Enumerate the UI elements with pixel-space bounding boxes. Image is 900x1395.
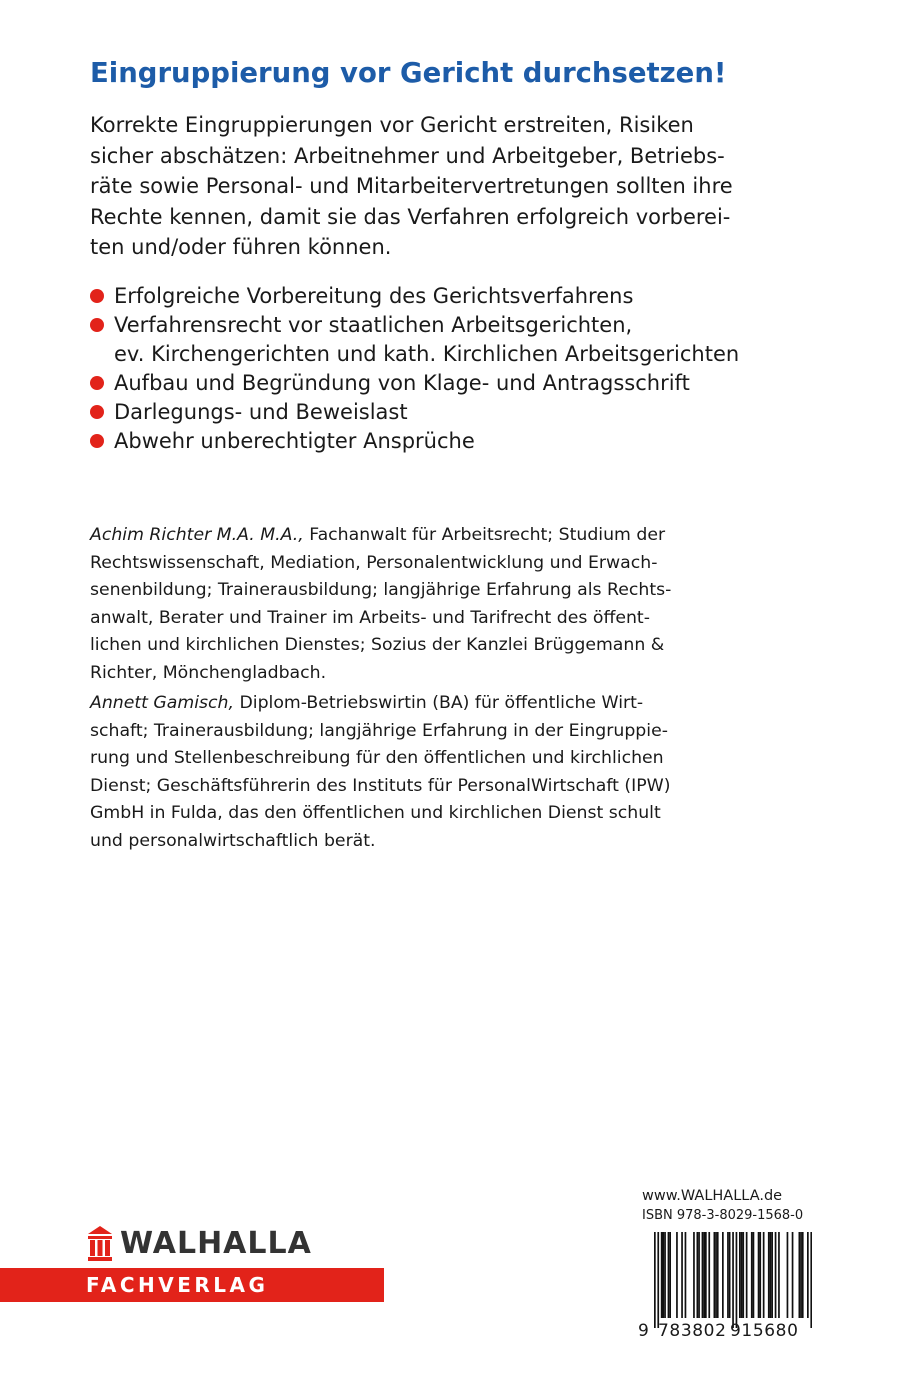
barcode-bar	[742, 1232, 744, 1318]
barcode-bar	[775, 1232, 777, 1318]
list-item	[90, 311, 850, 369]
barcode-bar	[729, 1232, 731, 1318]
author-bio-richter	[90, 522, 810, 687]
barcode-bar	[778, 1232, 780, 1318]
barcode-bar	[715, 1232, 717, 1318]
barcode-bar	[703, 1232, 705, 1318]
bullet-dot-icon	[90, 405, 104, 419]
barcode-bar	[708, 1232, 710, 1318]
barcode-bar	[663, 1232, 665, 1318]
barcode-bar	[739, 1232, 741, 1318]
barcode-bar	[717, 1232, 719, 1318]
publisher-name: WALHALLA	[120, 1226, 312, 1261]
temple-columns-icon	[88, 1226, 112, 1262]
list-item	[90, 369, 850, 398]
barcode-bar	[727, 1232, 729, 1318]
barcode-bar	[799, 1232, 801, 1318]
list-item-text: Aufbau und Begründung von Klage- und Antragsschrift	[114, 371, 690, 395]
bio-line: anwalt, Berater und Trainer im Arbeits- und Tarifrecht des öffent-	[90, 607, 650, 628]
barcode-bar	[751, 1232, 753, 1318]
list-item-text: Erfolgreiche Vorbereitung des Gerichtsverfahrens	[114, 284, 634, 308]
bullet-dot-icon	[90, 289, 104, 303]
barcode-block	[636, 1182, 814, 1372]
list-item-text: Verfahrensrecht vor staatlichen Arbeitsgerichten,	[114, 313, 633, 337]
list-item	[90, 427, 850, 456]
intro-paragraph	[90, 110, 810, 263]
barcode-bar	[759, 1232, 761, 1318]
barcode-bar	[664, 1232, 666, 1318]
barcode-bar	[657, 1232, 659, 1328]
author-name: Annett Gamisch,	[90, 693, 234, 713]
barcode-bar	[800, 1232, 802, 1318]
barcode-bar	[771, 1232, 773, 1318]
bullet-dot-icon	[90, 376, 104, 390]
barcode-bar	[741, 1232, 743, 1318]
barcode-digits-right: 915680	[730, 1321, 799, 1341]
bio-text: Fachanwalt für Arbeitsrecht; Studium der	[303, 525, 666, 545]
list-item	[90, 282, 850, 311]
publisher-url: www.WALHALLA.de	[642, 1188, 783, 1204]
intro-line: räte sowie Personal- und Mitarbeitervertretungen sollten ihre	[90, 174, 733, 198]
list-item-text: ev. Kirchengerichten und kath. Kirchlichen Arbeitsgerichten	[114, 342, 740, 366]
bio-line: und personalwirtschaftlich berät.	[90, 830, 376, 851]
intro-line: Rechte kennen, damit sie das Verfahren erfolgreich vorberei-	[90, 204, 731, 229]
barcode-bar	[753, 1232, 755, 1318]
barcode-bar	[792, 1232, 794, 1318]
barcode-bar	[746, 1232, 748, 1318]
barcode-digits-left: 783802	[658, 1321, 727, 1341]
barcode-bar	[768, 1232, 770, 1318]
barcode-bar	[681, 1232, 683, 1318]
bio-line: Richter, Mönchengladbach.	[90, 662, 327, 683]
barcode-bar	[810, 1232, 812, 1328]
barcode-bar	[736, 1232, 738, 1328]
bio-line: rung und Stellenbeschreibung für den öffentlichen und kirchlichen	[90, 748, 664, 768]
barcode-bar	[702, 1232, 704, 1318]
list-item-text: Abwehr unberechtigter Ansprüche	[114, 429, 475, 453]
publisher-band	[0, 1268, 384, 1302]
barcode-bar	[714, 1232, 716, 1318]
bio-line: Dienst; Geschäftsführerin des Instituts für PersonalWirtschaft (IPW)	[90, 775, 671, 796]
barcode-bar	[669, 1232, 671, 1318]
publisher-subtitle: FACHVERLAG	[86, 1273, 269, 1297]
bio-line: schaft; Trainerausbildung; langjährige Erfahrung in der Eingruppie-	[90, 720, 668, 741]
barcode-bar	[654, 1232, 656, 1328]
list-item-text: Darlegungs- und Beweislast	[114, 400, 408, 424]
bio-line: lichen und kirchlichen Dienstes; Sozius der Kanzlei Brüggemann &	[90, 635, 665, 655]
barcode-bar	[676, 1232, 678, 1318]
barcode-bar	[685, 1232, 687, 1318]
barcode-bar	[758, 1232, 760, 1318]
barcode-bar	[697, 1232, 699, 1318]
intro-line: Korrekte Eingruppierungen vor Gericht erstreiten, Risiken	[90, 113, 694, 137]
bio-text: Diplom-Betriebswirtin (BA) für öffentliche Wirt-	[233, 693, 644, 713]
headline: Eingruppierung vor Gericht durchsetzen!	[90, 57, 727, 89]
bio-line: senenbildung; Trainerausbildung; langjährige Erfahrung als Rechts-	[90, 580, 672, 600]
barcode-bars	[640, 1232, 812, 1328]
isbn-text: ISBN 978-3-8029-1568-0	[642, 1208, 804, 1223]
bullet-dot-icon	[90, 318, 104, 332]
bio-line: Rechtswissenschaft, Mediation, Personalentwicklung und Erwach-	[90, 552, 658, 573]
intro-line: ten und/oder führen können.	[90, 235, 392, 259]
barcode-bar	[807, 1232, 809, 1318]
publisher-logo	[84, 1222, 312, 1302]
barcode-bar	[722, 1232, 724, 1318]
barcode-bar	[705, 1232, 707, 1318]
author-bio-gamisch	[90, 690, 810, 855]
barcode-digit-first: 9	[638, 1321, 649, 1341]
bio-line: GmbH in Fulda, das den öffentlichen und kirchlichen Dienst schult	[90, 803, 661, 823]
author-name: Achim Richter M.A. M.A.,	[90, 525, 304, 545]
barcode-bar	[693, 1232, 695, 1318]
feature-list	[90, 282, 850, 456]
barcode-bar	[787, 1232, 789, 1318]
bullet-dot-icon	[90, 434, 104, 448]
barcode-bar	[802, 1232, 804, 1318]
intro-line: sicher abschätzen: Arbeitnehmer und Arbeitgeber, Betriebs-	[90, 143, 725, 168]
bio-line	[90, 522, 810, 550]
bio-line	[90, 690, 810, 718]
list-item	[90, 398, 850, 427]
barcode-bar	[698, 1232, 700, 1318]
barcode-bar	[770, 1232, 772, 1318]
barcode-bar	[732, 1232, 734, 1328]
barcode-bar	[763, 1232, 765, 1318]
barcode-bar	[668, 1232, 670, 1318]
barcode-bar	[661, 1232, 663, 1318]
